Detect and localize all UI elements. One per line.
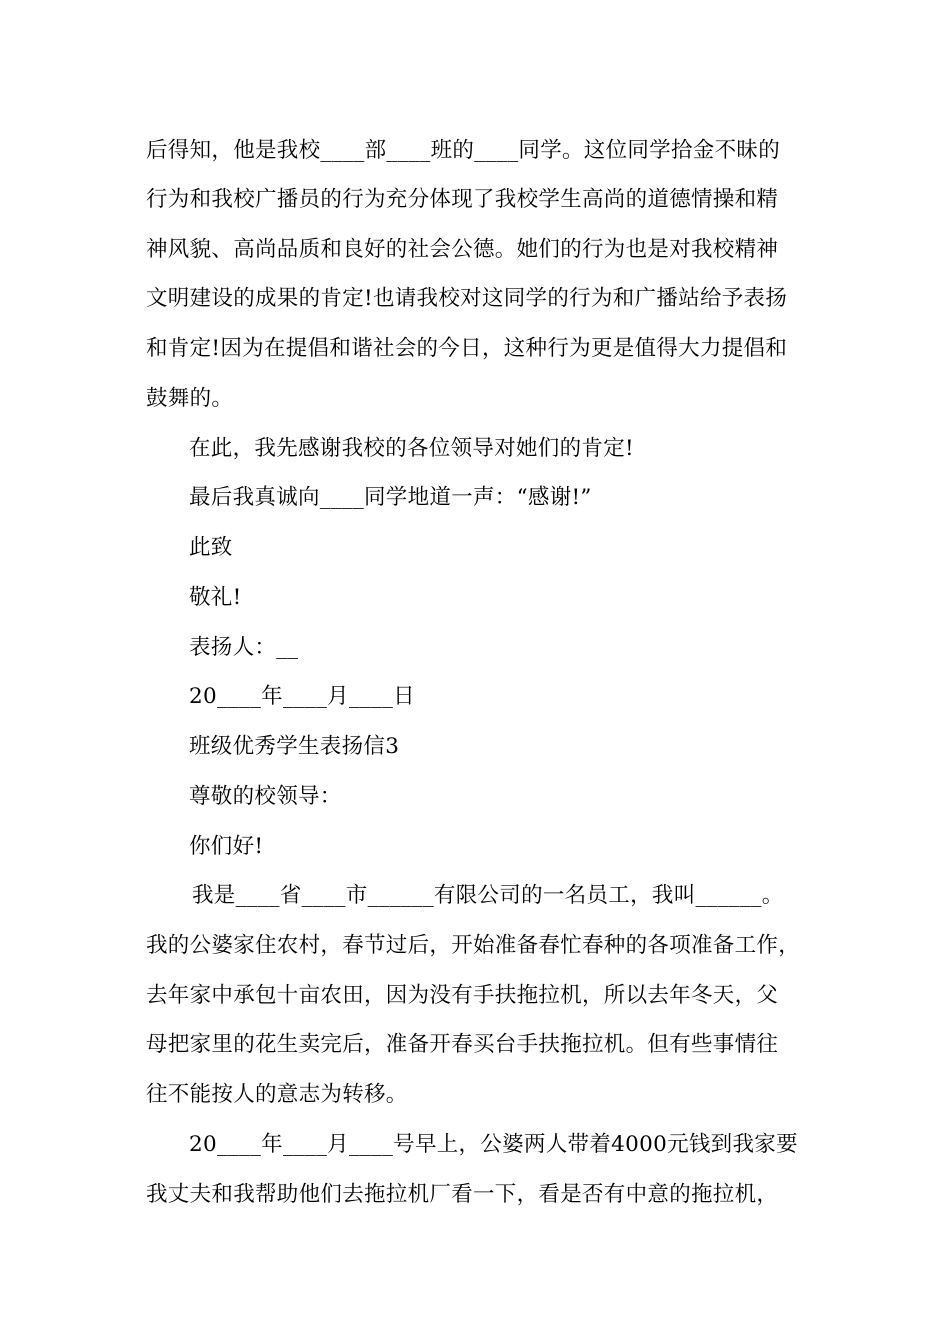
paragraph-3-line-2: 我丈夫和我帮助他们去拖拉机厂看一下，看是否有中意的拖拉机， [146, 1182, 779, 1207]
thanks-line: 在此，我先感谢我校的各位领导对她们的肯定! [189, 436, 634, 461]
greeting-line: 你们好! [189, 834, 264, 859]
paragraph-2-line-5: 往不能按人的意志为转移。 [146, 1082, 408, 1107]
paragraph-1-line-5: 和肯定!因为在提倡和谐社会的今日，这种行为更是值得大力提倡和 [146, 336, 788, 361]
paragraph-2-line-3: 去年家中承包十亩农田，因为没有手扶拖拉机，所以去年冬天，父 [146, 983, 779, 1008]
paragraph-1-line-2: 行为和我校广播员的行为充分体现了我校学生高尚的道德情操和精 [146, 187, 779, 212]
paragraph-1-line-3: 神风貌、高尚品质和良好的社会公德。她们的行为也是对我校精神 [146, 237, 779, 262]
closing-respect: 敬礼! [189, 585, 242, 610]
paragraph-2-line-2: 我的公婆家住农村，春节过后，开始准备春忙春种的各项准备工作， [146, 933, 801, 958]
signer-line: 表扬人：__ [189, 635, 299, 660]
paragraph-1-line-6: 鼓舞的。 [146, 386, 234, 411]
paragraph-1-line-4: 文明建设的成果的肯定!也请我校对这同学的行为和广播站给予表扬 [146, 286, 788, 311]
salutation-line: 尊敬的校领导： [189, 784, 342, 809]
paragraph-1-line-1: 后得知，他是我校____部____班的____同学。这位同学拾金不昧的 [146, 138, 781, 163]
date-line: 20____年____月____日 [189, 684, 415, 709]
closing-salutation: 此致 [189, 535, 233, 560]
letter-title: 班级优秀学生表扬信3 [189, 734, 400, 759]
paragraph-2-line-4: 母把家里的花生卖完后，准备开春买台手扶拖拉机。但有些事情往 [146, 1032, 779, 1057]
paragraph-3-line-1: 20____年____月____号早上，公婆两人带着4000元钱到我家要 [189, 1132, 798, 1157]
paragraph-2-line-1: 我是____省____市______有限公司的一名员工，我叫______。 [192, 883, 784, 908]
final-thanks-line: 最后我真诚向____同学地道一声：“感谢!” [189, 485, 592, 510]
